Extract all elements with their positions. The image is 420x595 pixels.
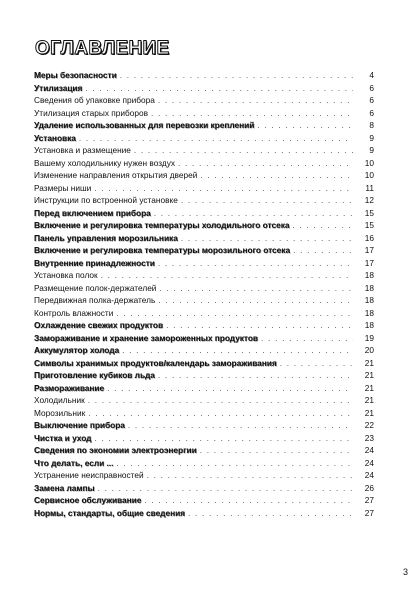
- toc-entry: [34, 444, 374, 457]
- toc-entry: [34, 307, 374, 320]
- page-number: 3: [402, 567, 408, 577]
- toc-entry-title: Установка полок: [34, 270, 98, 280]
- toc-entry-title: Устранение неисправностей: [34, 470, 144, 480]
- toc-entry-title: Что делать, если ...: [34, 457, 114, 468]
- toc-entry-page: 9: [369, 145, 374, 155]
- dot-leader: [122, 344, 353, 357]
- dot-leader: [101, 269, 353, 282]
- dot-leader: [116, 307, 353, 320]
- toc-entry: [34, 107, 374, 120]
- dot-leader: [79, 132, 353, 145]
- toc-entry-title: Удаление использованных для перевозки креплений: [34, 120, 255, 130]
- dot-leader: [293, 244, 353, 257]
- toc-entry: [34, 144, 374, 157]
- dot-leader: [88, 394, 353, 407]
- dot-leader: [94, 432, 353, 445]
- dot-leader: [120, 69, 353, 82]
- toc-entry-page: 24: [364, 470, 374, 480]
- toc-entry: [34, 194, 374, 207]
- toc-entry-page: 8: [369, 120, 374, 130]
- toc-entry-page: 6: [369, 95, 374, 105]
- dot-leader: [280, 357, 353, 370]
- toc-entry-title: Приготовление кубиков льда: [34, 370, 155, 380]
- dot-leader: [158, 294, 353, 307]
- toc-entry-page: 18: [364, 270, 374, 280]
- toc-entry-title: Включение и регулировка температуры холодильного отсека: [34, 220, 290, 230]
- toc-entry-title: Изменение направления открытия дверей: [34, 170, 198, 180]
- toc-entry: [34, 457, 374, 470]
- toc-entry: [34, 219, 374, 232]
- toc-entry: [34, 319, 374, 332]
- dot-leader: [166, 319, 353, 332]
- toc-entry-title: Установка и размещение: [34, 145, 131, 155]
- toc-entry-page: 21: [364, 370, 374, 380]
- toc-entry: [34, 244, 374, 257]
- page-title: ОГЛАВЛЕНИЕ: [35, 38, 170, 59]
- toc-entry-title: Меры безопасности: [34, 70, 117, 80]
- toc-entry-title: Включение и регулировка температуры морозильного отсека: [34, 245, 291, 255]
- toc-entry-title: Выключение прибора: [34, 420, 125, 430]
- toc-entry-title: Холодильник: [34, 395, 85, 405]
- toc-entry-page: 6: [369, 82, 374, 93]
- toc-entry-page: 18: [364, 320, 374, 330]
- toc-entry-page: 26: [364, 482, 374, 493]
- toc-entry: [34, 469, 374, 482]
- dot-leader: [144, 494, 353, 507]
- toc-entry-page: 10: [364, 170, 374, 180]
- toc-entry: [34, 407, 374, 420]
- toc-entry: [34, 294, 374, 307]
- toc-entry: [34, 169, 374, 182]
- toc-entry-title: Размещение полок-держателей: [34, 282, 157, 293]
- toc-entry-title: Замораживание и хранение замороженных продуктов: [34, 332, 259, 343]
- toc-entry-page: 18: [364, 295, 374, 305]
- toc-entry-page: 21: [364, 382, 374, 393]
- toc-entry-title: Сведения по экономии электроэнергии: [34, 445, 197, 455]
- dot-leader: [200, 169, 353, 182]
- toc-entry-title: Вашему холодильнику нужен воздух: [34, 157, 176, 168]
- toc-entry: [34, 394, 374, 407]
- toc-entry-page: 15: [364, 207, 374, 218]
- dot-leader: [178, 157, 353, 170]
- toc-entry-title: Контроль влажности: [34, 307, 114, 318]
- toc-entry-page: 22: [364, 420, 374, 430]
- dot-leader: [151, 107, 353, 120]
- toc-entry-page: 19: [364, 332, 374, 343]
- toc-entry: [34, 344, 374, 357]
- toc-entry-page: 6: [369, 107, 374, 118]
- toc-entry-page: 21: [364, 357, 374, 368]
- dot-leader: [200, 444, 353, 457]
- toc-entry-page: 21: [364, 407, 374, 418]
- toc-entry: [34, 257, 374, 270]
- toc-entry-page: 16: [364, 232, 374, 243]
- toc-entry-page: 12: [364, 195, 374, 205]
- toc-entry-title: Аккумулятор холода: [34, 345, 120, 355]
- toc-entry-page: 23: [364, 432, 374, 443]
- toc-entry: [34, 432, 374, 445]
- toc-entry: [34, 182, 374, 195]
- toc-entry: [34, 132, 374, 145]
- dot-leader: [154, 207, 353, 220]
- toc-entry-title: Замена лампы: [34, 482, 95, 493]
- dot-leader: [134, 144, 353, 157]
- toc-entry-title: Передвижная полка-держатель: [34, 295, 156, 305]
- toc-entry-title: Утилизация: [34, 82, 83, 93]
- dot-leader: [116, 457, 353, 470]
- dot-leader: [94, 182, 353, 195]
- dot-leader: [261, 332, 353, 345]
- toc-entry-page: 15: [364, 220, 374, 230]
- toc-entry-title: Инструкции по встроенной установке: [34, 195, 178, 205]
- toc-entry-page: 20: [364, 345, 374, 355]
- toc-entry-title: Панель управления морозильника: [34, 232, 178, 243]
- toc-entry: [34, 269, 374, 282]
- toc-entry-page: 18: [364, 282, 374, 293]
- toc-entry-title: Морозильник: [34, 407, 86, 418]
- dot-leader: [158, 369, 353, 382]
- dot-leader: [98, 482, 353, 495]
- dot-leader: [181, 232, 353, 245]
- toc-entry: [34, 332, 374, 345]
- toc-entry: [34, 157, 374, 170]
- toc-entry: [34, 282, 374, 295]
- toc-entry-page: 10: [364, 157, 374, 168]
- dot-leader: [85, 82, 353, 95]
- toc-entry: [34, 94, 374, 107]
- toc-entry-page: 4: [369, 70, 374, 80]
- toc-entry-page: 17: [364, 245, 374, 255]
- toc-entry: [34, 507, 374, 520]
- toc-entry-page: 11: [365, 182, 374, 193]
- toc-entry: [34, 382, 374, 395]
- dot-leader: [159, 282, 353, 295]
- toc-entry: [34, 482, 374, 495]
- dot-leader: [257, 119, 353, 132]
- dot-leader: [292, 219, 353, 232]
- dot-leader: [158, 257, 353, 270]
- toc-entry-title: Чистка и уход: [34, 432, 92, 443]
- toc-entry-page: 24: [364, 445, 374, 455]
- toc-entry-title: Нормы, стандарты, общие сведения: [34, 507, 186, 518]
- toc-entry: [34, 494, 374, 507]
- toc-entry: [34, 419, 374, 432]
- toc-entry: [34, 69, 374, 82]
- toc-entry: [34, 232, 374, 245]
- toc-entry-page: 9: [369, 132, 374, 143]
- toc-entry: [34, 357, 374, 370]
- toc-entry-title: Утилизация старых приборов: [34, 107, 149, 118]
- toc-entry-title: Охлаждение свежих продуктов: [34, 320, 164, 330]
- dot-leader: [181, 194, 353, 207]
- toc-entry-title: Размораживание: [34, 382, 105, 393]
- toc-entry-page: 21: [364, 395, 374, 405]
- toc-entry: [34, 82, 374, 95]
- toc-entry-page: 17: [364, 257, 374, 268]
- table-of-contents: [34, 69, 374, 519]
- toc-entry: [34, 207, 374, 220]
- dot-leader: [147, 469, 353, 482]
- dot-leader: [188, 507, 353, 520]
- toc-entry-title: Символы хранимых продуктов/календарь замораживания: [34, 357, 277, 368]
- dot-leader: [128, 419, 353, 432]
- toc-entry-title: Размеры ниши: [34, 182, 92, 193]
- toc-entry: [34, 119, 374, 132]
- dot-leader: [88, 407, 353, 420]
- toc-entry-page: 27: [364, 507, 374, 518]
- toc-entry-title: Внутренние принадлежности: [34, 257, 155, 268]
- toc-entry-page: 18: [364, 307, 374, 318]
- toc-entry-page: 24: [364, 457, 374, 468]
- dot-leader: [158, 94, 353, 107]
- toc-entry-title: Перед включением прибора: [34, 207, 151, 218]
- dot-leader: [107, 382, 353, 395]
- toc-entry-title: Установка: [34, 132, 76, 143]
- toc-entry-title: Сервисное обслуживание: [34, 495, 142, 505]
- toc-entry-title: Сведения об упаковке прибора: [34, 95, 155, 105]
- toc-entry: [34, 369, 374, 382]
- toc-entry-page: 27: [364, 495, 374, 505]
